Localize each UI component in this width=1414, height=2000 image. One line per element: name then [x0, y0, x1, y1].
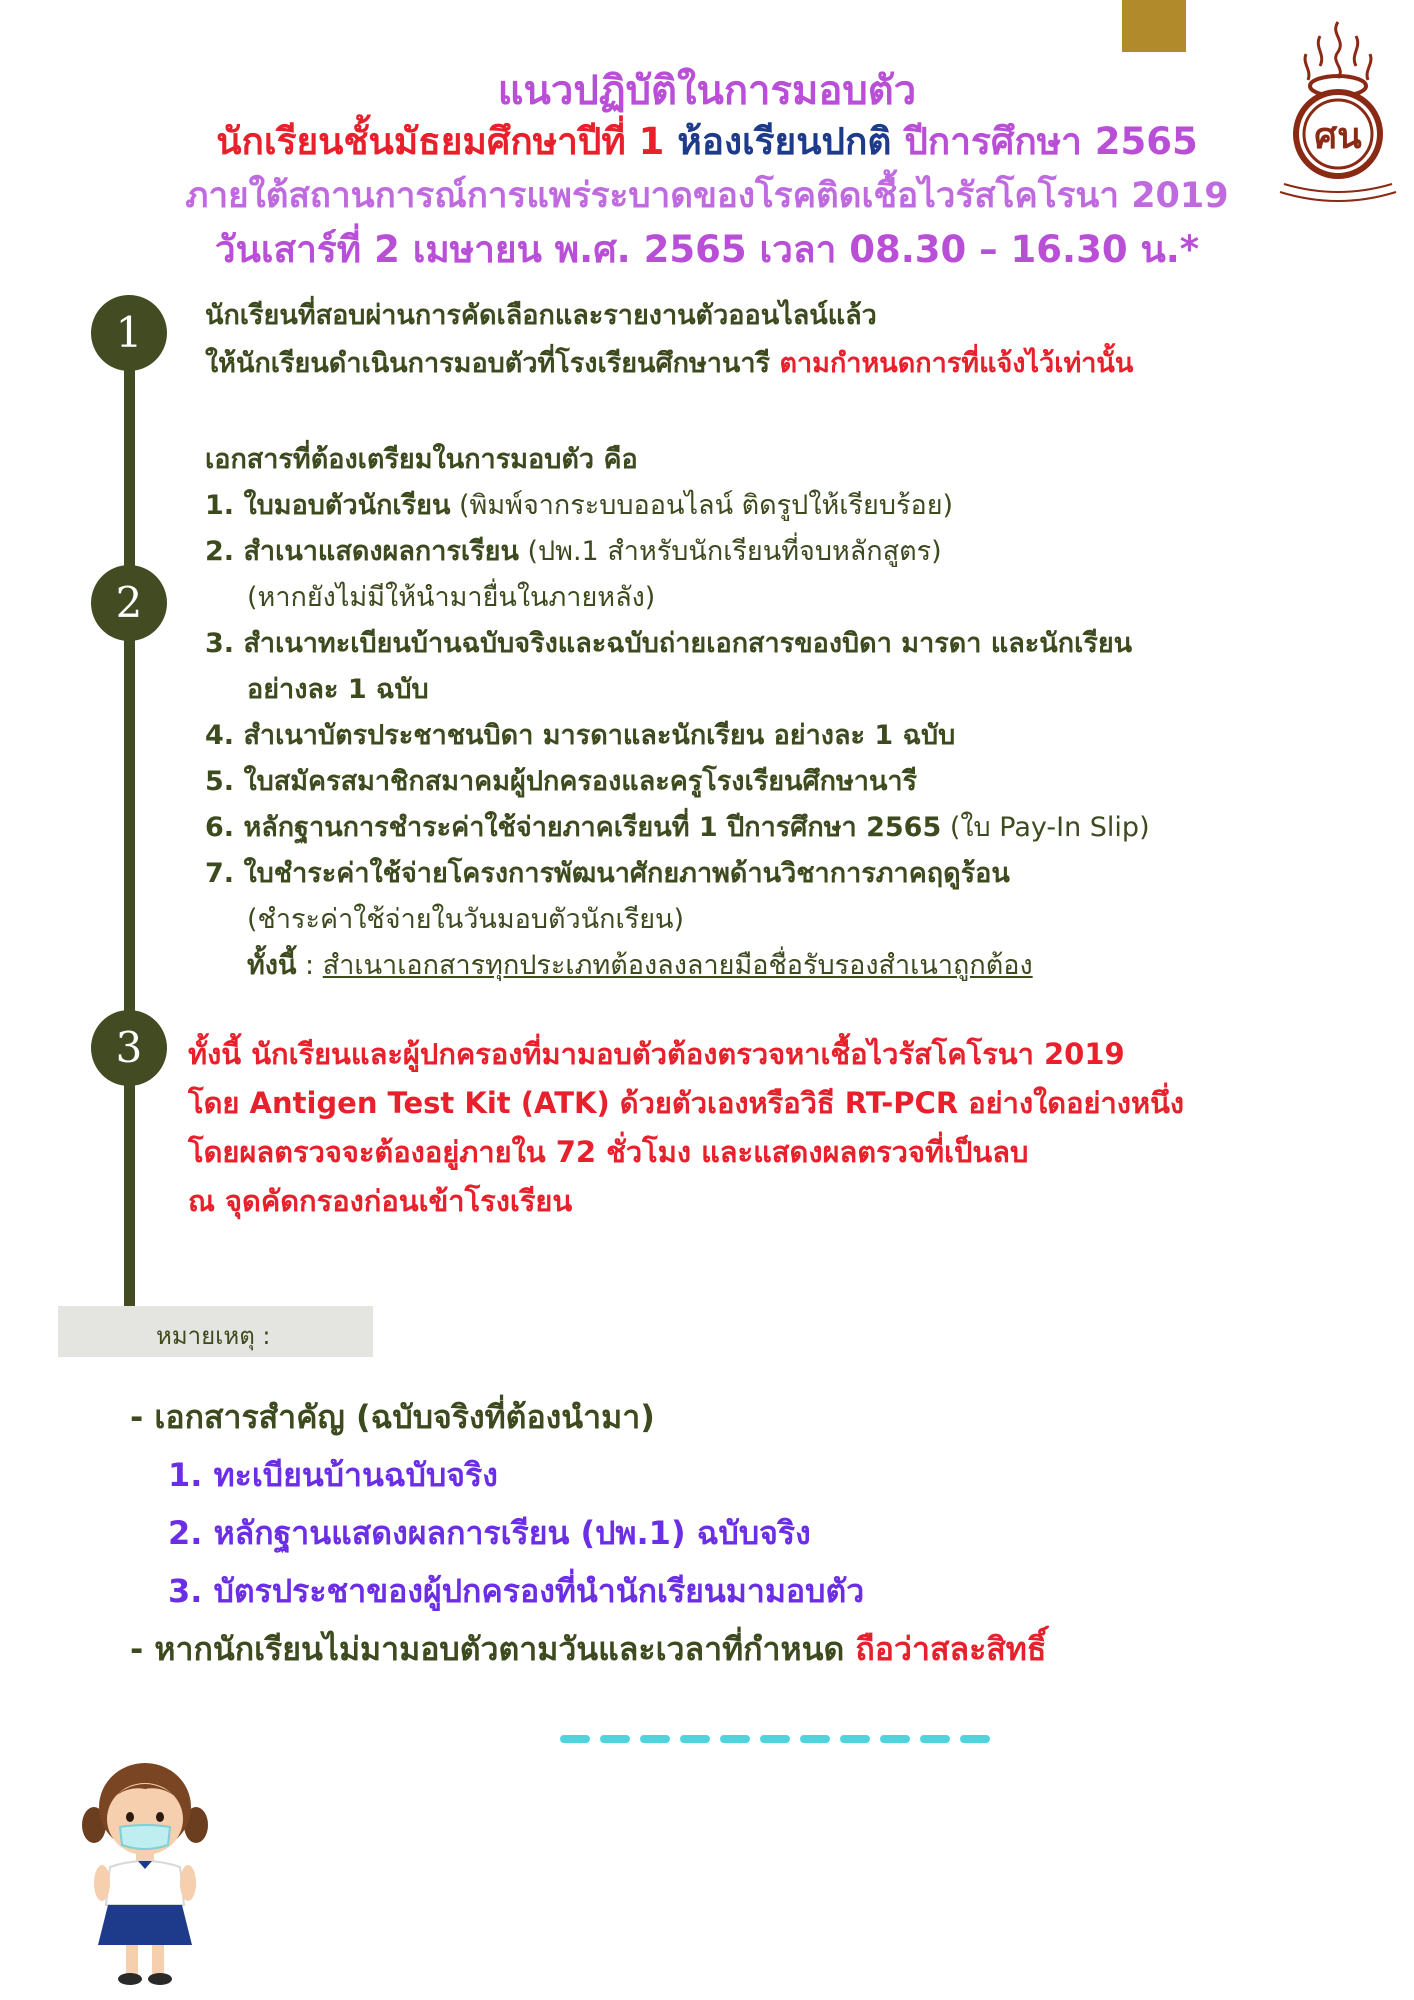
section-1-emphasis: ตามกำหนดการที่แจ้งไว้เท่านั้น	[779, 348, 1134, 379]
doc-item-3: 3. สำเนาทะเบียนบ้านฉบับจริงและฉบับถ่ายเอกสารของบิดา มารดา และนักเรียน	[205, 628, 1133, 659]
page-title: แนวปฏิบัติในการมอบตัว	[497, 68, 917, 114]
step-1-badge: 1	[91, 295, 167, 371]
subtitle-class-type: ห้องเรียนปกติ	[677, 120, 892, 163]
section-3-line-4: ณ จุดคัดกรองก่อนเข้าโรงเรียน	[188, 1184, 573, 1218]
section-1	[205, 292, 1133, 388]
important-forfeit	[130, 1620, 1046, 1678]
doc-item-1-detail: (พิมพ์จากระบบออนไลน์ ติดรูปให้เรียบร้อย)	[450, 490, 954, 521]
doc-item-1-title: 1. ใบมอบตัวนักเรียน	[205, 490, 451, 521]
note-label: หมายเหตุ :	[156, 1322, 271, 1350]
subtitle-academic-year: ปีการศึกษา 2565	[904, 120, 1198, 163]
documents-list	[205, 437, 1150, 989]
important-notes	[130, 1388, 1046, 1678]
subtitle-grade-level: นักเรียนชั้นมัธยมศึกษาปีที่ 1	[216, 120, 665, 163]
doc-item-7-cont: (ชำระค่าใช้จ่ายในวันมอบตัวนักเรียน)	[247, 904, 685, 935]
important-item-1: 1. ทะเบียนบ้านฉบับจริง	[168, 1456, 498, 1494]
doc-item-3-cont: อย่างละ 1 ฉบับ	[247, 674, 429, 705]
student-girl-mask-illustration	[80, 1755, 210, 1990]
step-3-badge: 3	[91, 1010, 167, 1086]
doc-item-5: 5. ใบสมัครสมาชิกสมาคมผู้ปกครองและครูโรงเรียนศึกษานารี	[205, 766, 918, 797]
doc-item-2-title: 2. สำเนาแสดงผลการเรียน	[205, 536, 519, 567]
documents-note	[205, 943, 1150, 989]
subtitle-date: วันเสาร์ที่ 2 เมษายน พ.ศ. 2565 เวลา 08.30 – 16.30 น.*	[214, 228, 1200, 271]
doc-item-2-cont: (หากยังไม่มีให้นำมายื่นในภายหลัง)	[247, 582, 656, 613]
doc-item-2-detail: (ปพ.1 สำหรับนักเรียนที่จบหลักสูตร)	[518, 536, 942, 567]
doc-item-4: 4. สำเนาบัตรประชาชนบิดา มารดาและนักเรียน อย่างละ 1 ฉบับ	[205, 720, 956, 751]
subtitle-covid: ภายใต้สถานการณ์การแพร่ระบาดของโรคติดเชื้อไวรัสโคโรนา 2019	[185, 176, 1229, 216]
decorative-square	[1122, 0, 1186, 52]
doc-item-6-title: 6. หลักฐานการชำระค่าใช้จ่ายภาคเรียนที่ 1 ปีการศึกษา 2565	[205, 812, 942, 843]
doc-item-1	[205, 483, 1150, 529]
section-1-line-1: นักเรียนที่สอบผ่านการคัดเลือกและรายงานตัวออนไลน์แล้ว	[205, 300, 877, 331]
important-item-2: 2. หลักฐานแสดงผลการเรียน (ปพ.1) ฉบับจริง	[168, 1514, 811, 1552]
doc-item-6	[205, 805, 1150, 851]
doc-item-6-detail: (ใบ Pay-In Slip)	[941, 812, 1150, 843]
section-1-instruction: ให้นักเรียนดำเนินการมอบตัวที่โรงเรียนศึกษานารี	[205, 348, 771, 379]
doc-item-2	[205, 529, 1150, 575]
documents-note-sep: :	[296, 950, 323, 981]
section-1-line-2	[205, 340, 1133, 388]
important-item-3: 3. บัตรประชาของผู้ปกครองที่นำนักเรียนมามอบตัว	[168, 1572, 865, 1610]
documents-note-text: สำเนาเอกสารทุกประเภทต้องลงลายมือชื่อรับรองสำเนาถูกต้อง	[322, 950, 1033, 981]
important-forfeit-emphasis: ถือว่าสละสิทธิ์	[855, 1630, 1047, 1668]
section-3-line-2: โดย Antigen Test Kit (ATK) ด้วยตัวเองหรือวิธี RT-PCR อย่างใดอย่างหนึ่ง	[188, 1086, 1185, 1120]
step-2-badge: 2	[91, 565, 167, 641]
section-3-line-3: โดยผลตรวจจะต้องอยู่ภายใน 72 ชั่วโมง และแสดงผลตรวจที่เป็นลบ	[188, 1135, 1029, 1169]
svg-text:ศน: ศน	[1314, 115, 1362, 157]
important-heading: - เอกสารสำคัญ (ฉบับจริงที่ต้องนำมา)	[130, 1398, 655, 1436]
documents-note-label: ทั้งนี้	[247, 950, 297, 981]
section-3	[188, 1030, 1184, 1226]
doc-item-7: 7. ใบชำระค่าใช้จ่ายโครงการพัฒนาศักยภาพด้านวิชาการภาคฤดูร้อน	[205, 858, 1010, 889]
timeline-line	[124, 330, 135, 1348]
subtitle-grade	[0, 112, 1414, 171]
dashed-divider	[558, 1732, 998, 1746]
section-3-line-1: ทั้งนี้ นักเรียนและผู้ปกครองที่มามอบตัวต้องตรวจหาเชื้อไวรัสโคโรนา 2019	[188, 1037, 1125, 1071]
documents-heading: เอกสารที่ต้องเตรียมในการมอบตัว คือ	[205, 444, 638, 475]
important-forfeit-text: - หากนักเรียนไม่มามอบตัวตามวันและเวลาที่กำหนด	[130, 1630, 845, 1668]
